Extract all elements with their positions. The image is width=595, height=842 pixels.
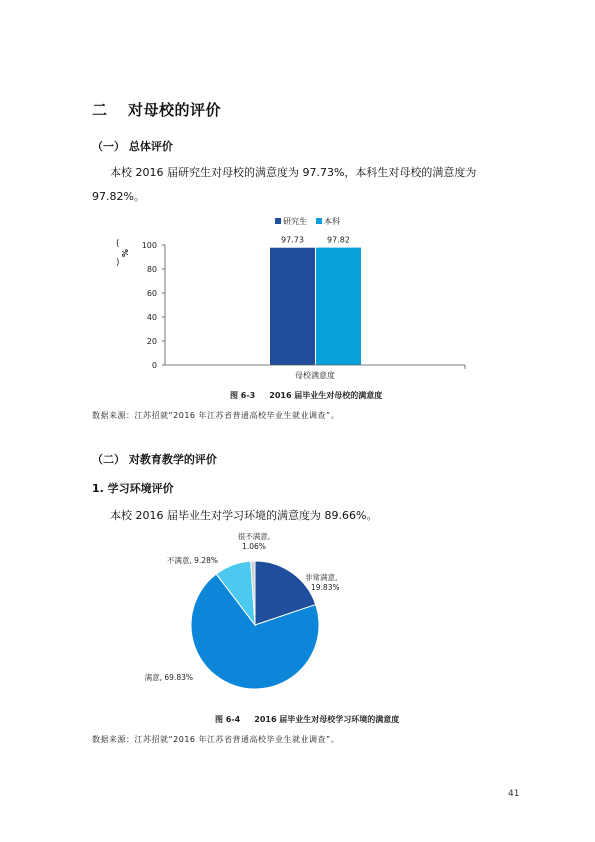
- figure-2-title: 2016 届毕业生对母校学习环境的满意度: [254, 715, 400, 724]
- bar-1: [316, 248, 361, 365]
- subsection-2-heading: （二） 对教育教学的评价: [92, 453, 217, 466]
- y-tick-label-4: 80: [146, 265, 157, 274]
- section-title: 对母校的评价: [128, 101, 222, 119]
- pie-label-name-3: 很不满意,: [237, 532, 271, 541]
- bar-value-label-1: 97.82: [327, 235, 350, 245]
- paragraph-2: 本校 2016 届毕业生对学习环境的满意度为 89.66%。: [110, 509, 378, 522]
- bar-chart-plot: [270, 236, 361, 365]
- figure-2-label: 图 6-4: [215, 715, 241, 724]
- y-tick-label-1: 20: [146, 337, 157, 346]
- y-axis-label: %: [120, 248, 129, 258]
- legend-swatch-0: [275, 218, 281, 224]
- bar-chart-y-axis: [116, 239, 165, 370]
- bar-chart: [100, 210, 480, 385]
- page-number: 41: [508, 789, 520, 799]
- pie-label-name-2: 不满意, 9.28%: [166, 556, 218, 565]
- figure-2-caption: [215, 714, 399, 725]
- paragraph-1-line1: 本校 2016 届研究生对母校的满意度为 97.73%，本科生对母校的满意度为: [110, 166, 477, 179]
- figure-1-caption: [230, 390, 382, 401]
- pie-label-value-3: 1.06%: [242, 542, 266, 551]
- figure-1-source: 数据来源：江苏招就“2016 年江苏省普通高校毕业生就业调查”。: [92, 411, 340, 420]
- figure-1-label: 图 6-3: [230, 391, 256, 400]
- bar-chart-x-axis: [165, 365, 465, 380]
- figure-1-title: 2016 届毕业生对母校的满意度: [269, 391, 383, 400]
- bar-value-label-0: 97.73: [281, 235, 304, 245]
- section-heading: [92, 99, 221, 120]
- bar-chart-legend: [275, 216, 340, 226]
- y-tick-label-0: 0: [151, 361, 157, 370]
- legend-label-1: 本科: [324, 217, 340, 226]
- pie-chart-slices: [191, 561, 319, 689]
- y-tick-label-5: 100: [141, 241, 157, 250]
- paragraph-1-line2: 97.82%。: [92, 190, 145, 203]
- subsection-1-heading: （一） 总体评价: [92, 140, 173, 153]
- pie-label-name-0: 非常满意,: [305, 573, 338, 582]
- x-category-label: 母校满意度: [295, 371, 335, 380]
- bar-0: [270, 248, 315, 365]
- pie-label-name-1: 满意, 69.83%: [144, 673, 193, 682]
- y-tick-label-3: 60: [146, 289, 157, 298]
- legend-swatch-1: [316, 218, 322, 224]
- y-tick-label-2: 40: [146, 313, 157, 322]
- y-axis-label-paren-close: ): [116, 258, 120, 268]
- pie-chart: [100, 530, 500, 700]
- y-axis-label-paren-open: (: [116, 239, 120, 249]
- item-1-heading: 1. 学习环境评价: [92, 482, 174, 495]
- figure-2-source: 数据来源：江苏招就“2016 年江苏省普通高校毕业生就业调查”。: [92, 735, 340, 744]
- section-number: 二: [92, 101, 108, 119]
- pie-label-value-0: 19.83%: [311, 583, 340, 592]
- legend-label-0: 研究生: [283, 217, 307, 226]
